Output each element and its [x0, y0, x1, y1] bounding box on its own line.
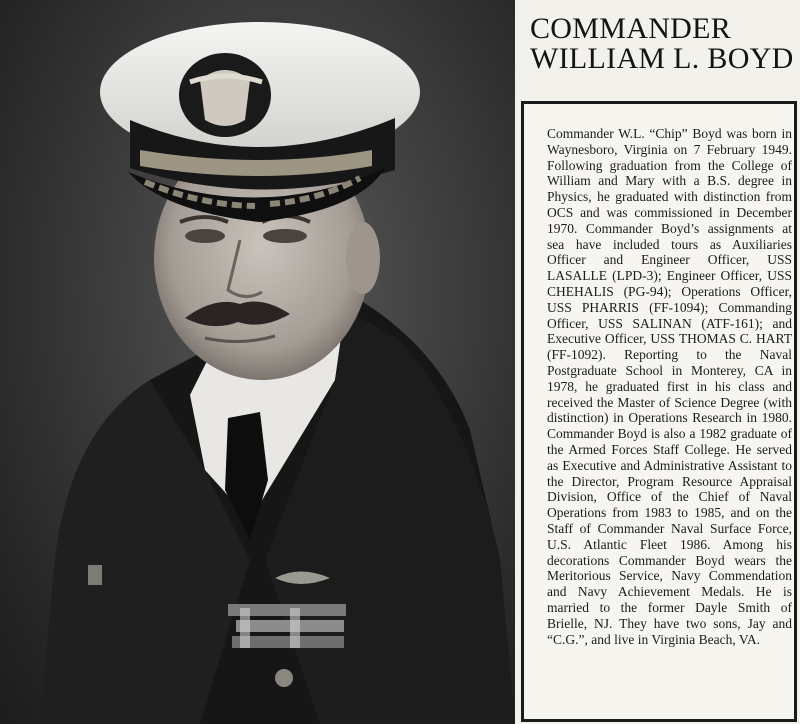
- title-rank: COMMANDER: [530, 12, 732, 45]
- page-title: [530, 14, 795, 74]
- biography-box: [521, 101, 797, 722]
- biography-text: Commander W.L. “Chip” Boyd was born in Waynesboro, Virginia on 7 February 1949. Following graduation from the College of William and Mary with a B.S. degree in Physics, he graduated with distinction from OCS and was commissioned in December 1970. Commander Boyd’s assignments at sea have included tours as Auxiliaries Officer and Engineer Officer, USS LASALLE (LPD-3); Engineer Officer, USS CHEHALIS (PG-94); Operations Officer, USS PHARRIS (FF-1094); Commanding Officer, USS SALINAN (ATF-161); and Executive Officer, USS THOMAS C. HART (FF-1092). Reporting to the Naval Postgraduate School in Monterey, CA in 1978, he graduated first in his class and received the Master of Science Degree (with distinction) in Operations Research in 1980. Commander Boyd is also a 1982 graduate of the Armed Forces Staff College. He served as Executive and Administrative Assistant to the Director, Program Resource Appraisal Division, Office of the Chief of Naval Operations from 1983 to 1985, and on the Staff of Commander Naval Surface Force, U.S. Atlantic Fleet 1986. Among his decorations Commander Boyd wears the Meritorious Service, Navy Commendation and Navy Achievement Medals. He is married to the former Dayle Smith of Brielle, NJ. They have two sons, Jay and “C.G.”, and live in Virginia Beach, VA.: [547, 126, 792, 647]
- ribbon-bars: [228, 604, 346, 648]
- title-name: WILLIAM L. BOYD: [530, 42, 794, 75]
